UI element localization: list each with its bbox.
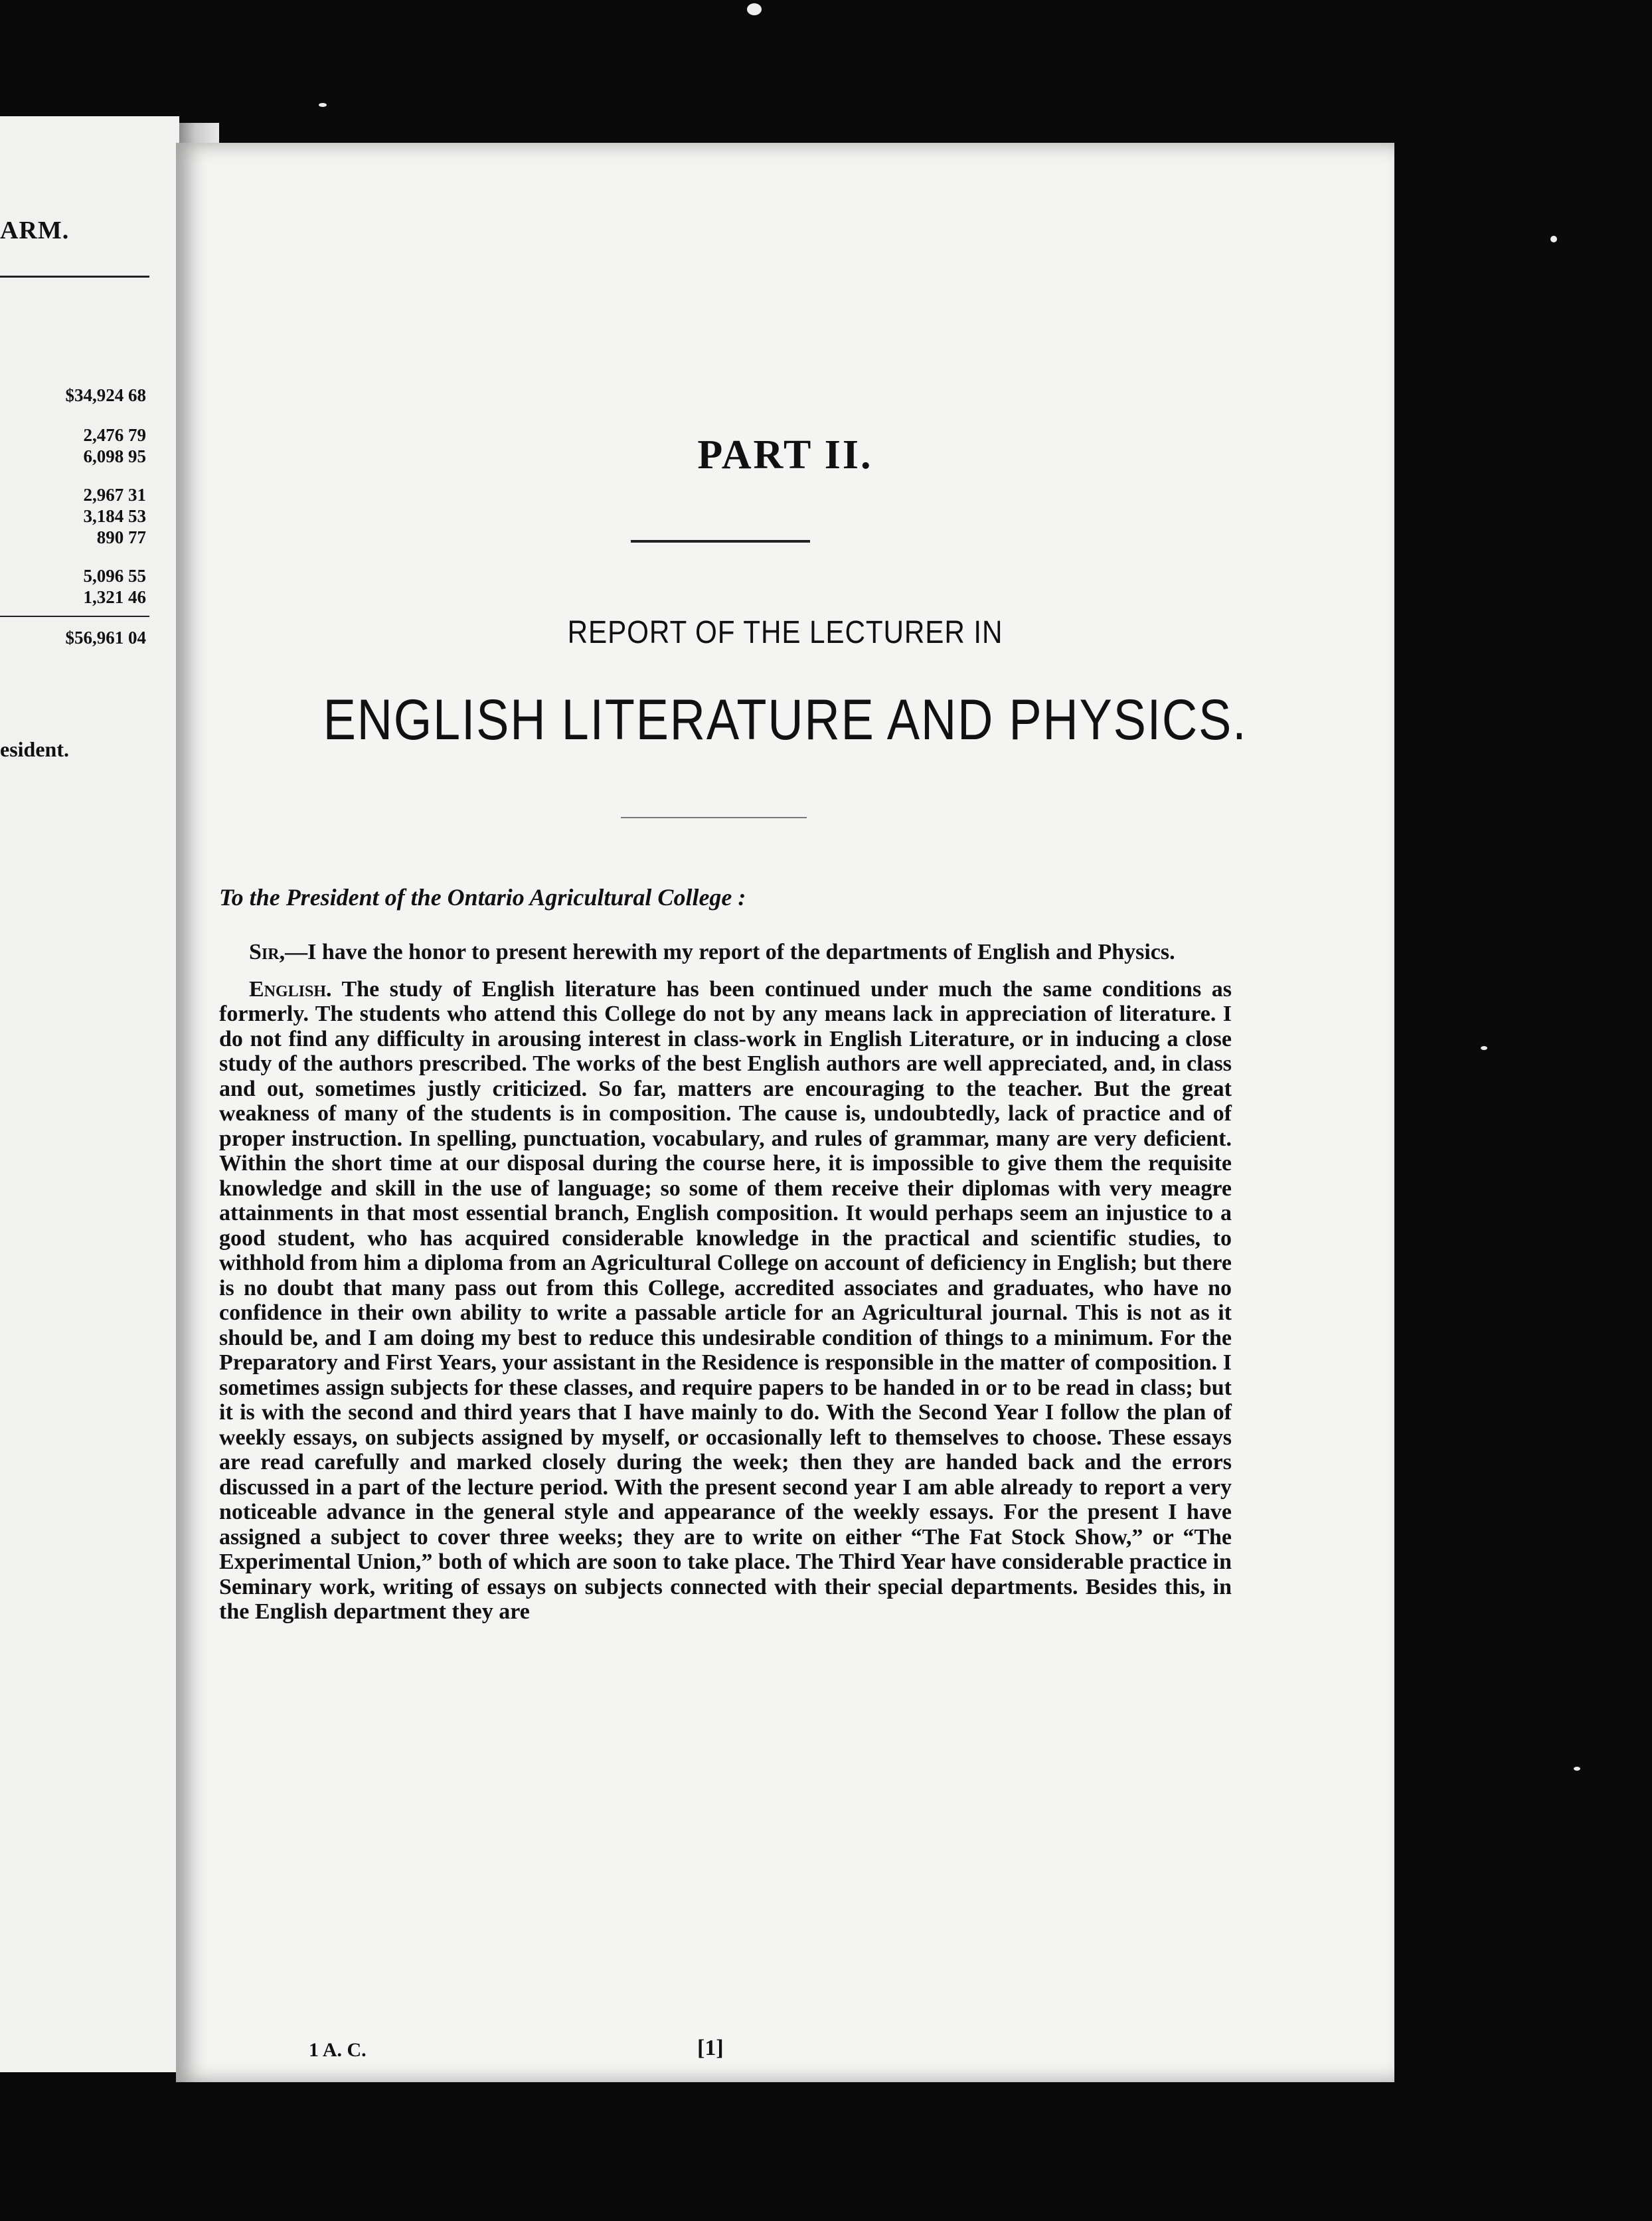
paragraph-lead: English. bbox=[249, 976, 332, 1002]
left-page-signature: esident. bbox=[0, 737, 69, 761]
amount-line: 3,184 53 bbox=[83, 506, 146, 526]
amount-line: 890 77 bbox=[96, 527, 146, 547]
salutation: To the President of the Ontario Agricultural College : bbox=[219, 884, 746, 911]
main-page bbox=[176, 143, 1394, 2082]
film-speck bbox=[1550, 236, 1557, 242]
paragraph-lead: Sir, bbox=[249, 940, 286, 964]
paragraph-text: The study of English literature has been continued under much the same conditions as formerly. The students who attend this College do not by any means lack in appreciation of literature. I do not find any difficulty in arousing interest in class-work in English Literature, or in inducing a close study of the authors prescribed. The works of the best English authors are well appreciated, and, in class and out, sometimes justly criticized. So far, matters are encouraging to the teacher. But the great weakness of many of the students is in composition. The cause is, undoubtedly, lack of practice and of proper instruction. In spelling, punctuation, vocabulary, and rules of grammar, many are very deficient. Within the short time at our disposal during the course here, it is impossible to give them the requisite knowledge and skill in the use of language; so some of them receive their diplomas with very meagre attainments in that most essential branch, English composition. It would perhaps seem an injustice to a good student, who has acquired considerable knowledge in the practical and scientific studies, to withhold from him a diploma from an Agricultural College on account of deficiency in English; but there is no doubt that many pass out from this College, accredited associates and graduates, who have no confidence in their own ability to write a passable article for an Agricultural journal. This is not as it should be, and I am doing my best to reduce this undesirable condition of things to a minimum. For the Preparatory and First Years, your assistant in the Residence is responsible in the matter of composition. I sometimes assign subjects for these classes, and require papers to be handed in or to be read in class; but it is with the second and third years that I have mainly to do. With the Second Year I follow the plan of weekly essays, on subjects assigned by myself, or occasionally left to themselves to choose. These essays are read carefully and marked closely during the week; then they are handed back and the errors discussed in a part of the lecture period. With the present second year I am able already to report a very noticeable advance in the general style and appearance of the weekly essays. For the present I have assigned a subject to cover three weeks; they are to write on either “The Fat Stock Show,” or “The Experimental Union,” both of which are soon to take place. The Third Year have considerable practice in Seminary work, writing of essays on subjects connected with their special departments. Besides this, in the English department they are bbox=[219, 976, 1232, 1624]
film-speck bbox=[1481, 1046, 1487, 1050]
report-subheading: REPORT OF THE LECTURER IN bbox=[567, 615, 1003, 650]
sum-rule bbox=[0, 616, 149, 617]
film-speck bbox=[747, 3, 762, 15]
report-body bbox=[219, 940, 1232, 1637]
film-speck bbox=[1574, 1767, 1580, 1771]
part-heading: PART II. bbox=[697, 432, 873, 478]
amount-line: 2,967 31 bbox=[83, 485, 146, 505]
footer-signature: 1 A. C. bbox=[309, 2039, 367, 2061]
amount-total: $56,961 04 bbox=[65, 628, 146, 648]
amount-line: $34,924 68 bbox=[65, 385, 146, 405]
amount-line: 1,321 46 bbox=[83, 587, 146, 607]
title-rule bbox=[621, 817, 807, 818]
heading-rule bbox=[631, 540, 810, 543]
amount-line: 5,096 55 bbox=[83, 566, 146, 586]
amount-line: 6,098 95 bbox=[83, 446, 146, 466]
left-page-rule bbox=[0, 276, 149, 278]
paragraph bbox=[219, 977, 1232, 1625]
film-speck bbox=[319, 103, 327, 107]
paragraph bbox=[219, 940, 1232, 965]
left-page-title: ARM. bbox=[0, 217, 70, 244]
amount-line: 2,476 79 bbox=[83, 425, 146, 445]
paragraph-text: —I have the honor to present herewith my report of the departments of English and Physics. bbox=[285, 940, 1175, 964]
page-title: ENGLISH LITERATURE AND PHYSICS. bbox=[323, 688, 1248, 752]
page-number: [1] bbox=[697, 2036, 724, 2060]
left-page-fragment bbox=[0, 116, 179, 2072]
